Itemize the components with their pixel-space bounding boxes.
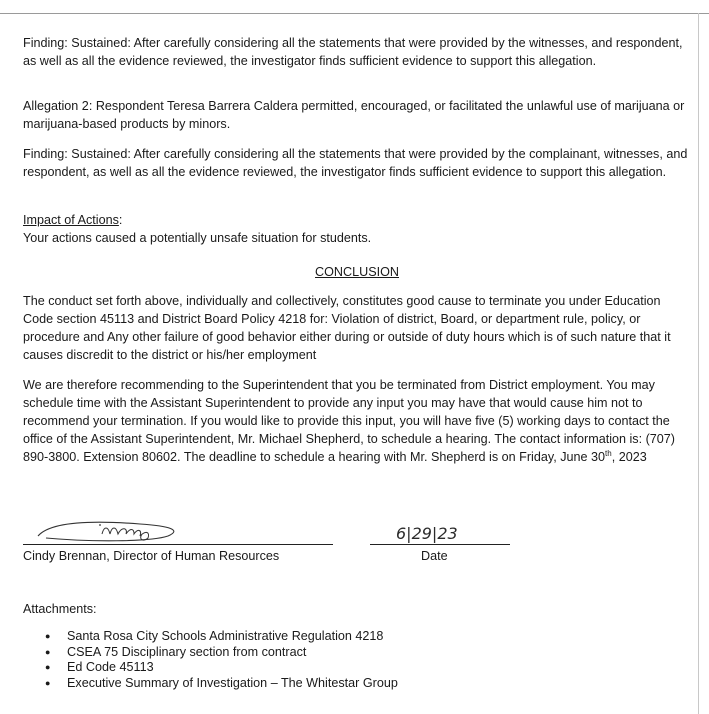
impact-heading-colon: :	[118, 213, 123, 227]
handwritten-date: 6|29|23	[396, 524, 458, 543]
page-top-border	[0, 13, 709, 14]
allegation-2: Allegation 2: Respondent Teresa Barrera Caldera permitted, encouraged, or facilitated the unlawful use of marijuana or marijuana-based products by minors.	[23, 99, 685, 131]
conclusion-paragraph-2-end: , 2023	[611, 450, 647, 464]
list-item: ● CSEA 75 Disciplinary section from contract	[45, 645, 398, 661]
attachments-label: Attachments:	[23, 602, 97, 616]
impact-heading: Impact of Actions	[23, 213, 119, 227]
impact-text: Your actions caused a potentially unsafe situation for students.	[23, 231, 372, 245]
signature-line	[23, 544, 333, 545]
date-label: Date	[421, 549, 448, 563]
attachments-list	[45, 629, 398, 691]
list-item: ● Santa Rosa City Schools Administrative Regulation 4218	[45, 629, 398, 645]
handwritten-signature	[30, 516, 190, 544]
list-item: ● Executive Summary of Investigation – The Whitestar Group	[45, 676, 398, 692]
page-right-border	[698, 13, 699, 714]
finding-1: Finding: Sustained: After carefully considering all the statements that were provided by the witnesses, and respondent, as well as all the evidence reviewed, the investigator finds sufficient evidence to support this allegation.	[23, 36, 683, 68]
list-item: ● Ed Code 45113	[45, 660, 398, 676]
date-line	[370, 544, 510, 545]
conclusion-paragraph-2-text: We are therefore recommending to the Superintendent that you be terminated from District employment. You may schedule time with the Assistant Superintendent to provide any input you may have that would cause him not to recommend your termination. If you would like to provide this input, you will have five (5) working days to contact the office of the Assistant Superintendent, Mr. Michael Shepherd, to schedule a hearing. The contact information is: (707) 890-3800. Extension 80602. The deadline to schedule a hearing with Mr. Shepherd is on Friday, June 30	[23, 378, 675, 464]
conclusion-heading-text: CONCLUSION	[315, 265, 399, 279]
ordinal-suffix: th	[605, 448, 612, 458]
conclusion-paragraph-2	[23, 376, 691, 466]
finding-2: Finding: Sustained: After carefully considering all the statements that were provided by the complainant, witnesses, and respondent, as well as all the evidence reviewed, the investigator finds sufficient evidence to support this allegation.	[23, 147, 688, 179]
conclusion-paragraph-1: The conduct set forth above, individually and collectively, constitutes good cause to terminate you under Education Code section 45113 and District Board Policy 4218 for: Violation of district, Board, or department rule, policy, or procedure and Any other failure of good behavior either during or outside of duty hours which is of such nature that it causes discredit to the district or his/her employment	[23, 294, 671, 362]
conclusion-heading	[23, 263, 691, 281]
signer-name: Cindy Brennan, Director of Human Resources	[23, 549, 280, 563]
impact-of-actions	[23, 211, 691, 247]
